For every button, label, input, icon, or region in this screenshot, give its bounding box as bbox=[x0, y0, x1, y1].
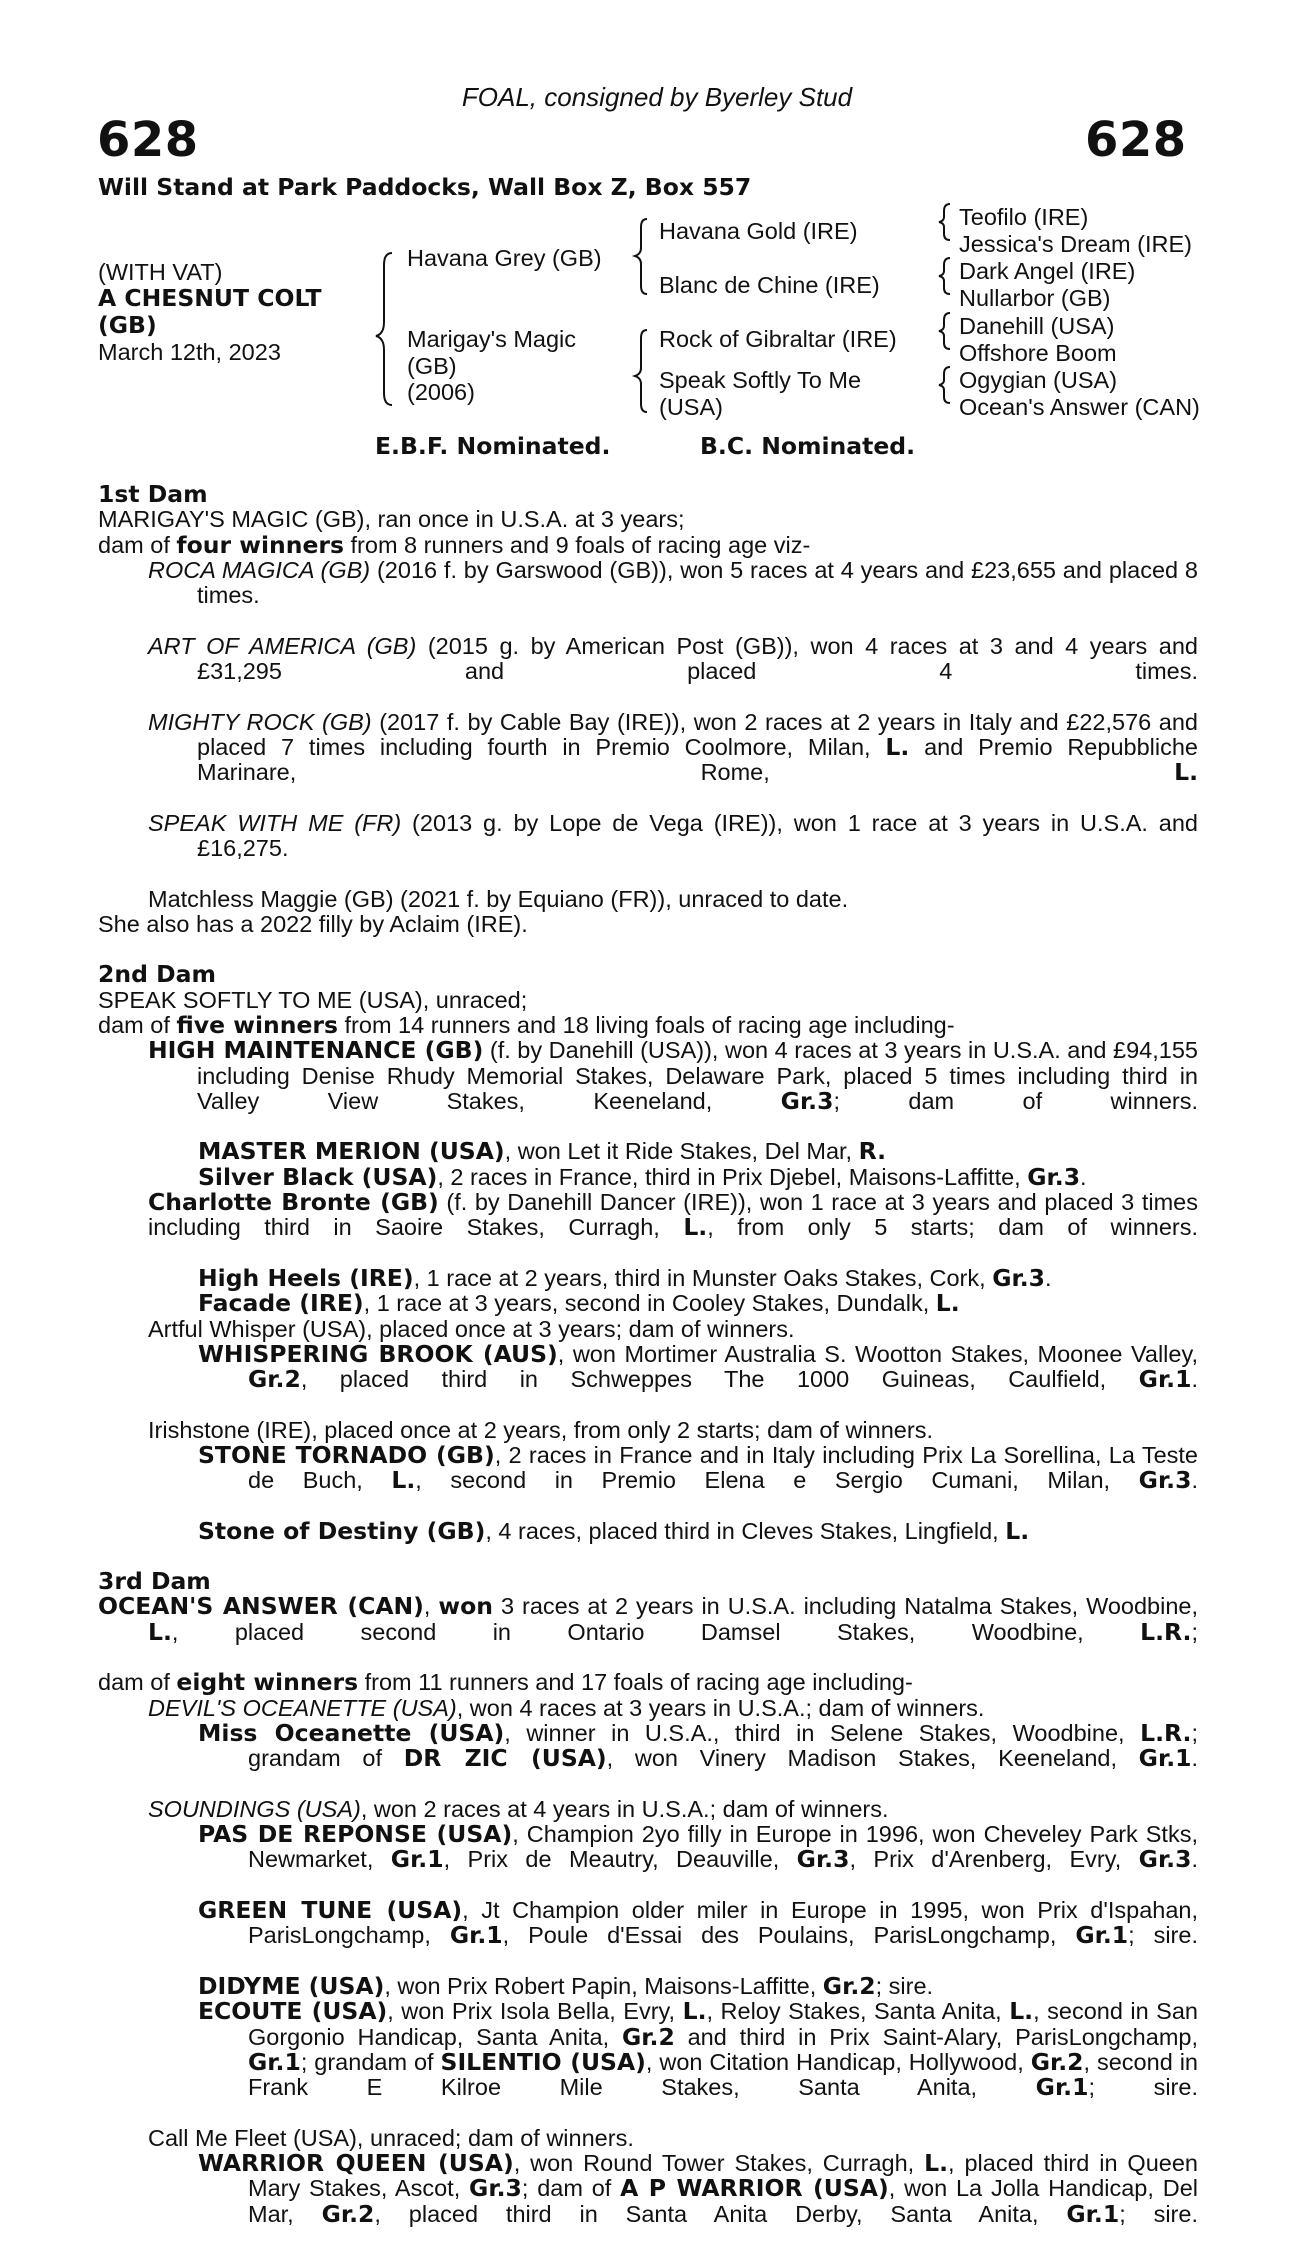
grandchild-entry: STONE TORNADO (GB), 2 races in France and in Italy including Prix La Sorellina, La Teste de Buch, L., second in Premio Elena e Sergio Cumani, Milan, Gr.3. bbox=[198, 1440, 1198, 1495]
produce-entry: SOUNDINGS (USA), won 2 races at 4 years in U.S.A.; dam of winners. bbox=[148, 1795, 889, 1822]
vat-note: (WITH VAT) bbox=[98, 259, 223, 285]
consignor-line: FOAL, consigned by Byerley Stud bbox=[461, 82, 853, 112]
dam-dam-country: (USA) bbox=[659, 394, 723, 420]
produce-entry: Matchless Maggie (GB) (2021 f. by Equiano (FR)), unraced to date. bbox=[148, 885, 849, 912]
dam-brace bbox=[635, 330, 647, 412]
dam-sire: Rock of Gibraltar (IRE) bbox=[659, 326, 897, 352]
lot-title-country: (GB) bbox=[98, 311, 157, 339]
sire-name: Havana Grey (GB) bbox=[407, 245, 602, 271]
third-dam-heading: 3rd Dam bbox=[98, 1567, 211, 1596]
produce-entry: Call Me Fleet (USA), unraced; dam of winners. bbox=[148, 2124, 634, 2151]
stand-location: Will Stand at Park Paddocks, Wall Box Z, Box 557 bbox=[98, 173, 752, 201]
dam-dam: Speak Softly To Me bbox=[659, 367, 862, 393]
produce-entry: ART OF AMERICA (GB) (2015 g. by American Post (GB)), won 4 races at 3 and 4 years and £31,295 and placed 4 times. bbox=[148, 632, 1198, 685]
grandchild-entry: High Heels (IRE), 1 race at 2 years, third in Munster Oaks Stakes, Cork, Gr.3. bbox=[198, 1263, 1052, 1292]
first-dam-heading: 1st Dam bbox=[98, 480, 208, 508]
ancestor-dds: Ogygian (USA) bbox=[959, 367, 1118, 393]
first-dam-intro: MARIGAY'S MAGIC (GB), ran once in U.S.A. at 3 years; bbox=[98, 506, 685, 533]
bc-nomination: B.C. Nominated. bbox=[700, 432, 916, 460]
ancestor-dss: Danehill (USA) bbox=[959, 313, 1115, 339]
second-dam-produce: dam of five winners from 14 runners and 18 living foals of racing age including- bbox=[98, 1010, 955, 1039]
grandchild-entry: WHISPERING BROOK (AUS), won Mortimer Australia S. Wootton Stakes, Moonee Valley, Gr.2, placed third in Schweppes The 1000 Guineas, Caulfield, Gr.1. bbox=[198, 1339, 1198, 1394]
main-brace bbox=[376, 253, 392, 405]
sire-sire: Havana Gold (IRE) bbox=[659, 218, 858, 244]
sire-dam: Blanc de Chine (IRE) bbox=[659, 272, 880, 298]
ancestor-ssd: Jessica's Dream (IRE) bbox=[959, 231, 1192, 257]
produce-entry: Irishstone (IRE), placed once at 2 years, from only 2 starts; dam of winners. bbox=[148, 1416, 933, 1443]
grandchild-entry: WARRIOR QUEEN (USA), won Round Tower Stakes, Curragh, L., placed third in Queen Mary Stakes, Ascot, Gr.3; dam of A P WARRIOR (USA), won La Jolla Handicap, Del Mar, Gr.2, placed third in Santa Anita Derby, Santa Anita, Gr.1; sire. bbox=[198, 2149, 1198, 2228]
catalogue-body bbox=[98, 482, 1198, 2252]
produce-entry: ROCA MAGICA (GB) (2016 f. by Garswood (GB)), won 5 races at 4 years and £23,655 and placed 8 times. bbox=[148, 556, 1198, 609]
ancestor-ddd: Ocean's Answer (CAN) bbox=[959, 394, 1200, 420]
second-dam-heading: 2nd Dam bbox=[98, 960, 216, 989]
grandchild-entry: PAS DE REPONSE (USA), Champion 2yo filly in Europe in 1996, won Cheveley Park Stks, Newmarket, Gr.1, Prix de Meautry, Deauville, Gr.3, Prix d'Arenberg, Evry, Gr.3. bbox=[198, 1820, 1198, 1874]
produce-entry: MIGHTY ROCK (GB) (2017 f. by Cable Bay (IRE)), won 2 races at 2 years in Italy and £22,576 and placed 7 times including fourth in Premio Coolmore, Milan, L. and Premio Repubbliche Marinare, Rome, L. bbox=[148, 708, 1198, 787]
grandchild-entry: MASTER MERION (USA), won Let it Ride Stakes, Del Mar, R. bbox=[198, 1137, 887, 1166]
first-dam-also: She also has a 2022 filly by Aclaim (IRE). bbox=[98, 911, 528, 938]
first-dam-produce: dam of four winners from 8 runners and 9 foals of racing age viz- bbox=[98, 530, 811, 559]
lot-title: A CHESNUT COLT bbox=[98, 284, 322, 312]
grandchild-entry: GREEN TUNE (USA), Jt Champion older miler in Europe in 1995, won Prix d'Ispahan, ParisLongchamp, Gr.1, Poule d'Essai des Poulains, ParisLongchamp, Gr.1; sire. bbox=[198, 1896, 1198, 1950]
produce-entry: SPEAK WITH ME (FR) (2013 g. by Lope de Vega (IRE)), won 1 race at 3 years in U.S.A. and £16,275. bbox=[148, 809, 1198, 862]
grandchild-entry: Stone of Destiny (GB), 4 races, placed third in Cleves Stakes, Lingfield, L. bbox=[198, 1516, 1030, 1545]
grandchild-entry: Miss Oceanette (USA), winner in U.S.A., third in Selene Stakes, Woodbine, L.R.; grandam of DR ZIC (USA), won Vinery Madison Stakes, Keeneland, Gr.1. bbox=[198, 1718, 1199, 1773]
brace-1 bbox=[939, 204, 950, 240]
ancestor-sdd: Nullarbor (GB) bbox=[959, 285, 1111, 311]
dam-country: (GB) bbox=[407, 353, 457, 379]
dam-name: Marigay's Magic bbox=[407, 326, 577, 352]
ancestor-dsd: Offshore Boom bbox=[959, 340, 1117, 366]
ebf-nomination: E.B.F. Nominated. bbox=[375, 432, 611, 460]
produce-entry: Artful Whisper (USA), placed once at 3 years; dam of winners. bbox=[148, 1315, 795, 1342]
grandchild-entry: Facade (IRE), 1 race at 3 years, second in Cooley Stakes, Dundalk, L. bbox=[198, 1289, 960, 1318]
lot-number-right: 628 bbox=[1085, 112, 1187, 168]
lot-number-left: 628 bbox=[97, 112, 199, 168]
grandchild-entry: DIDYME (USA), won Prix Robert Papin, Maisons-Laffitte, Gr.2; sire. bbox=[198, 1971, 934, 2000]
third-dam-produce: dam of eight winners from 11 runners and 17 foals of racing age including- bbox=[98, 1668, 913, 1697]
produce-entry: HIGH MAINTENANCE (GB) (f. by Danehill (USA)), won 4 races at 3 years in U.S.A. and £94,155 including Denise Rhudy Memorial Stakes, Delaware Park, placed 5 times including third in Valley View Stakes, Keeneland, Gr.3; dam of winners. bbox=[148, 1036, 1199, 1115]
date-of-birth: March 12th, 2023 bbox=[98, 339, 281, 365]
third-dam-intro: OCEAN'S ANSWER (CAN), won 3 races at 2 years in U.S.A. including Natalma Stakes, Woodbine, L., placed second in Ontario Damsel Stakes, Woodbine, L.R.; bbox=[98, 1592, 1199, 1646]
sire-brace bbox=[635, 219, 647, 294]
ancestor-sds: Dark Angel (IRE) bbox=[959, 258, 1136, 284]
produce-entry: DEVIL'S OCEANETTE (USA), won 4 races at 3 years in U.S.A.; dam of winners. bbox=[148, 1694, 985, 1721]
ancestor-sss: Teofilo (IRE) bbox=[959, 204, 1089, 230]
produce-entry: Charlotte Bronte (GB) (f. by Danehill Dancer (IRE)), won 1 race at 3 years and placed 3 times including third in Saoire Stakes, Curragh, L., from only 5 starts; dam of winners. bbox=[148, 1188, 1199, 1242]
grandchild-entry: ECOUTE (USA), won Prix Isola Bella, Evry, L., Reloy Stakes, Santa Anita, L., second in San Gorgonio Handicap, Santa Anita, Gr.2 and third in Prix Saint-Alary, ParisLongchamp, Gr.1; grandam of SILENTIO (USA), won Citation Handicap, Hollywood, Gr.2, second in Frank E Kilroe Mile Stakes, Santa Anita, Gr.1; sire. bbox=[198, 1997, 1198, 2102]
grandchild-entry: Silver Black (USA), 2 races in France, third in Prix Djebel, Maisons-Laffitte, Gr.3. bbox=[198, 1162, 1087, 1191]
second-dam-intro: SPEAK SOFTLY TO ME (USA), unraced; bbox=[98, 986, 528, 1013]
dam-year: (2006) bbox=[407, 379, 475, 405]
